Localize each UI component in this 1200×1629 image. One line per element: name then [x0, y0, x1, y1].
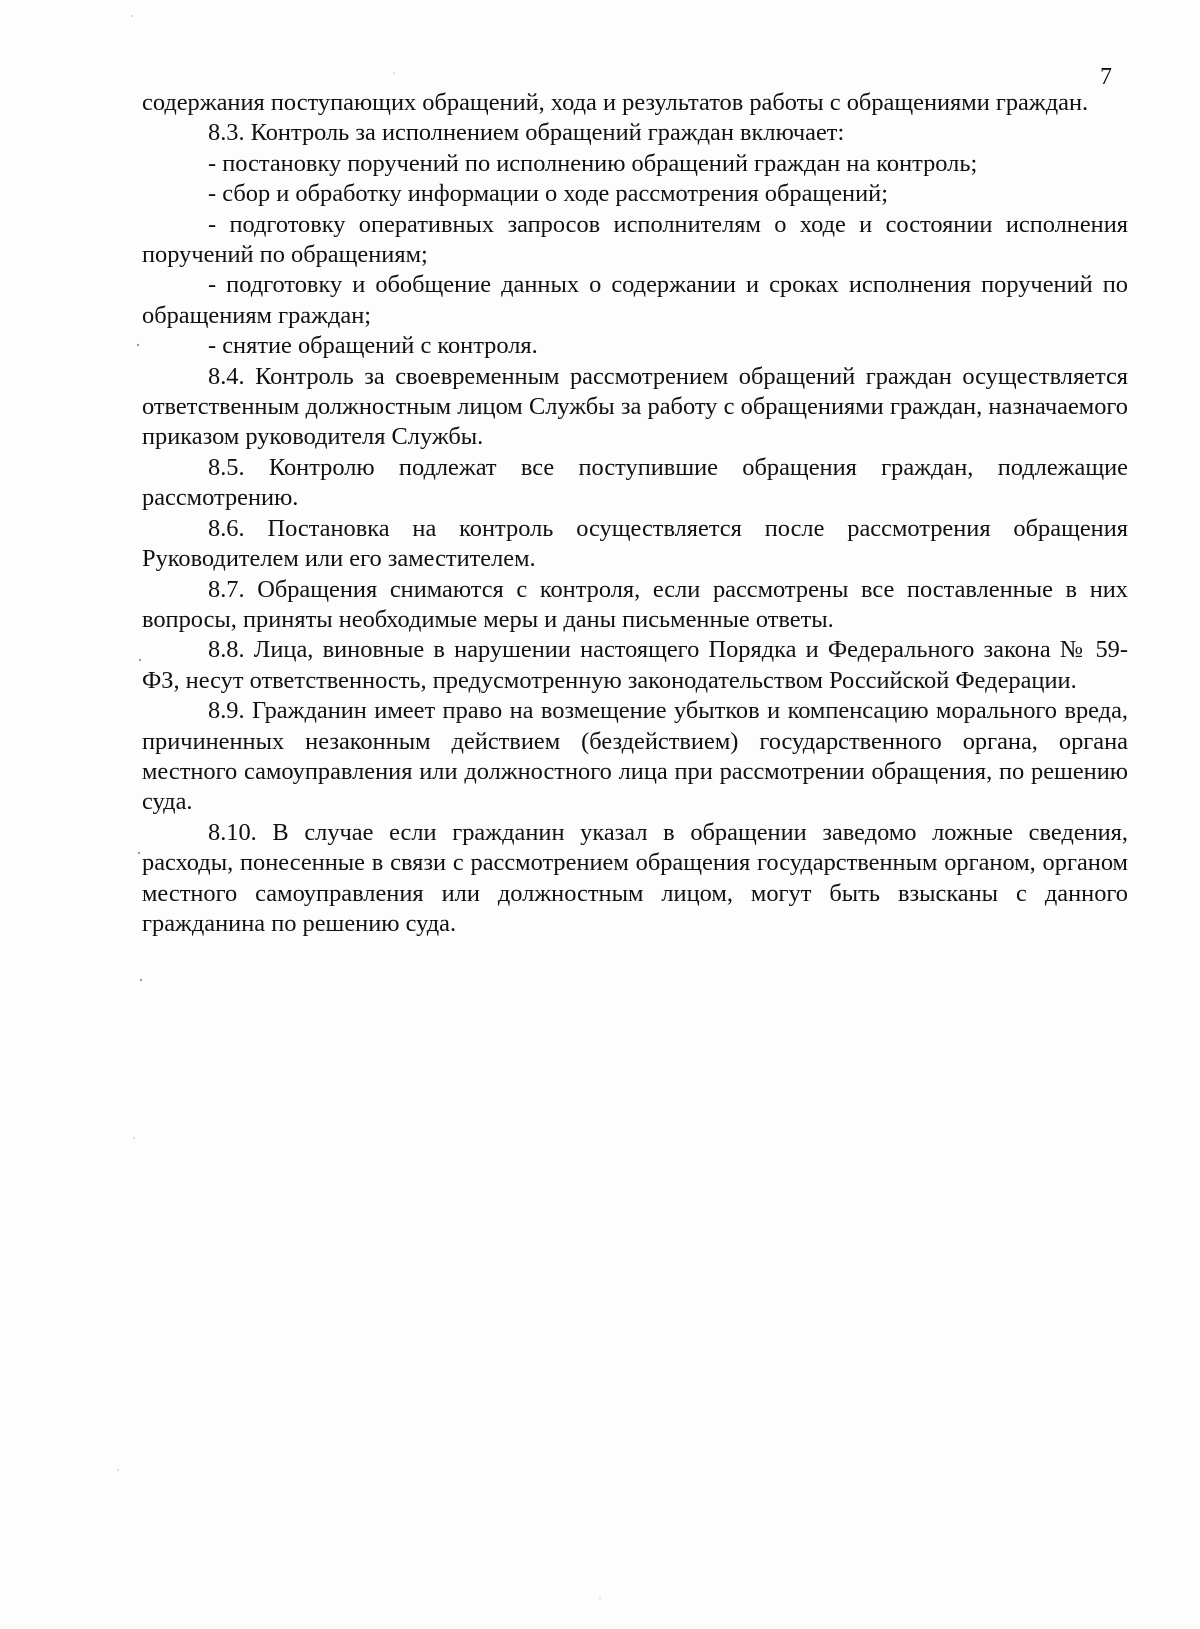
paragraph-continuation: содержания поступающих обращений, хода и результатов работы с обращениями граждан. [142, 89, 1089, 116]
paragraph-8-5: 8.5. Контролю подлежат все поступившие обращения граждан, подлежащие рассмотрению. [142, 453, 1128, 512]
list-item-data-summary: - подготовку и обобщение данных о содержании и сроках исполнения поручений по обращениям граждан; [142, 271, 1128, 329]
paragraph-8-3: 8.3. Контроль за исполнением обращений граждан включает: [208, 119, 845, 147]
paragraph-8-8: 8.8. Лица, виновные в нарушении настоящего Порядка и Федерального закона № 59-ФЗ, несут ответственность, предусмотренную законодательством Российской Федерации. [142, 636, 1128, 694]
page-number: 7 [1100, 64, 1112, 90]
list-item-operative-requests: - подготовку оперативных запросов исполнителям о ходе и состоянии исполнения поручений по обращениям; [142, 210, 1128, 269]
list-item-control-setting: - постановку поручений по исполнению обращений граждан на контроль; [208, 149, 978, 177]
list-item-info-collection: - сбор и обработку информации о ходе рассмотрения обращений; [208, 180, 888, 208]
paragraph-8-7: 8.7. Обращения снимаются с контроля, если рассмотрены все поставленные в них вопросы, приняты необходимые меры и даны письменные ответы. [142, 575, 1128, 633]
paragraph-8-6: 8.6. Постановка на контроль осуществляется после рассмотрения обращения Руководителем или его заместителем. [142, 514, 1128, 573]
paragraph-8-4: 8.4. Контроль за своевременным рассмотрением обращений граждан осуществляется ответственным должностным лицом Службы за работу с обращениями граждан, назначаемого приказом руководителя Службы. [142, 362, 1128, 451]
document-text [142, 88, 1128, 939]
paragraph-8-9: 8.9. Гражданин имеет право на возмещение убытков и компенсацию морального вреда, причиненных незаконным действием (бездействием) государственного органа, органа местного самоуправления или должностного лица при рассмотрении обращения, по решению суда. [142, 697, 1128, 816]
paragraph-8-10: 8.10. В случае если гражданин указал в обращении заведомо ложные сведения, расходы, понесенные в связи с рассмотрением обращения государственным органом, органом местного самоуправления или должностным лицом, могут быть взысканы с данного гражданина по решению суда. [142, 818, 1128, 937]
list-item-control-removal: - снятие обращений с контроля. [208, 332, 538, 360]
